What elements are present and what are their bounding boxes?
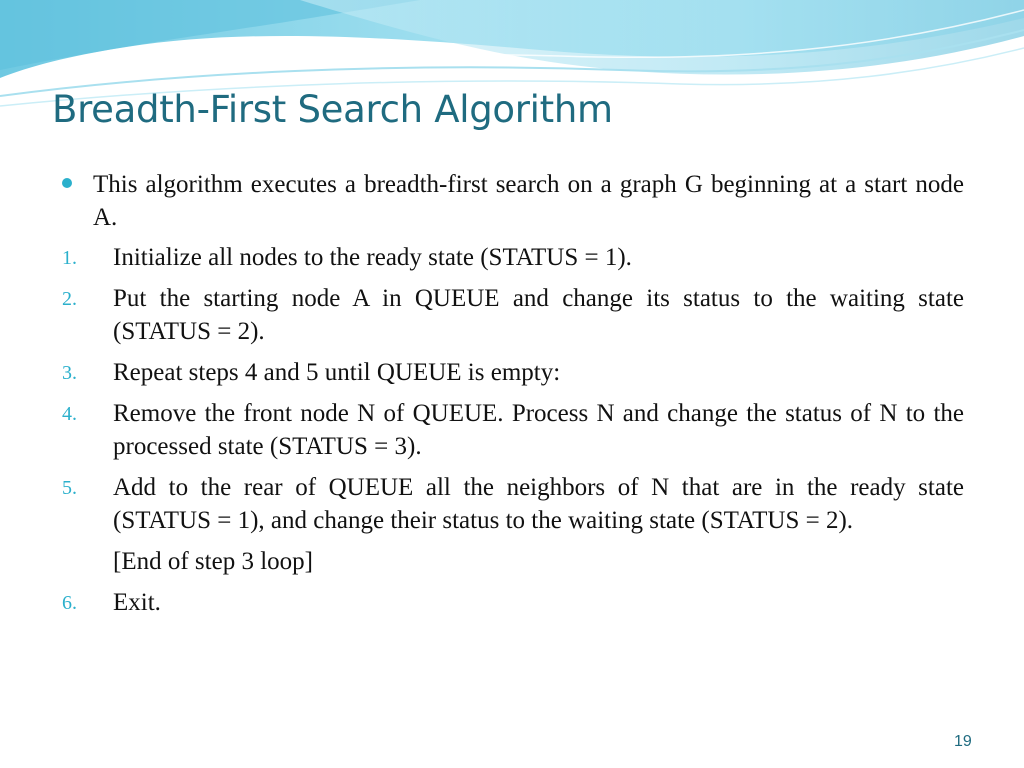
intro-text: This algorithm executes a breadth-first search on a graph G beginning at a start node A. (93, 171, 964, 231)
step-item-4 (62, 397, 964, 463)
step-text: Remove the front node N of QUEUE. Process N and change the status of N to the processed state (STATUS = 3). (113, 400, 964, 460)
step-text: Initialize all nodes to the ready state (STATUS = 1). (113, 244, 632, 271)
step-number: 2. (62, 288, 77, 310)
intro-bullet (62, 168, 964, 234)
step-number: 4. (62, 403, 77, 425)
step-item-1 (62, 241, 964, 274)
page-number: 19 (954, 733, 972, 750)
slide-content (62, 168, 964, 627)
slide-title: Breadth-First Search Algorithm (52, 88, 613, 131)
step-text: Put the starting node A in QUEUE and change its status to the waiting state (STATUS = 2). (113, 285, 964, 345)
step-number: 1. (62, 247, 77, 269)
loop-end-note: [End of step 3 loop] (113, 548, 313, 575)
step-number: 3. (62, 362, 77, 384)
bullet-dot-icon (62, 178, 72, 188)
step-item-3 (62, 356, 964, 389)
step-text: Add to the rear of QUEUE all the neighbors of N that are in the ready state (STATUS = 1), and change their status to the waiting state (STATUS = 2). (113, 474, 964, 534)
step-number: 6. (62, 592, 77, 614)
step-item-6 (62, 586, 964, 619)
step-item-2 (62, 282, 964, 348)
step-text: Exit. (113, 589, 161, 616)
step-item-5 (62, 471, 964, 537)
step-number: 5. (62, 477, 77, 499)
step-text: Repeat steps 4 and 5 until QUEUE is empty: (113, 359, 561, 386)
